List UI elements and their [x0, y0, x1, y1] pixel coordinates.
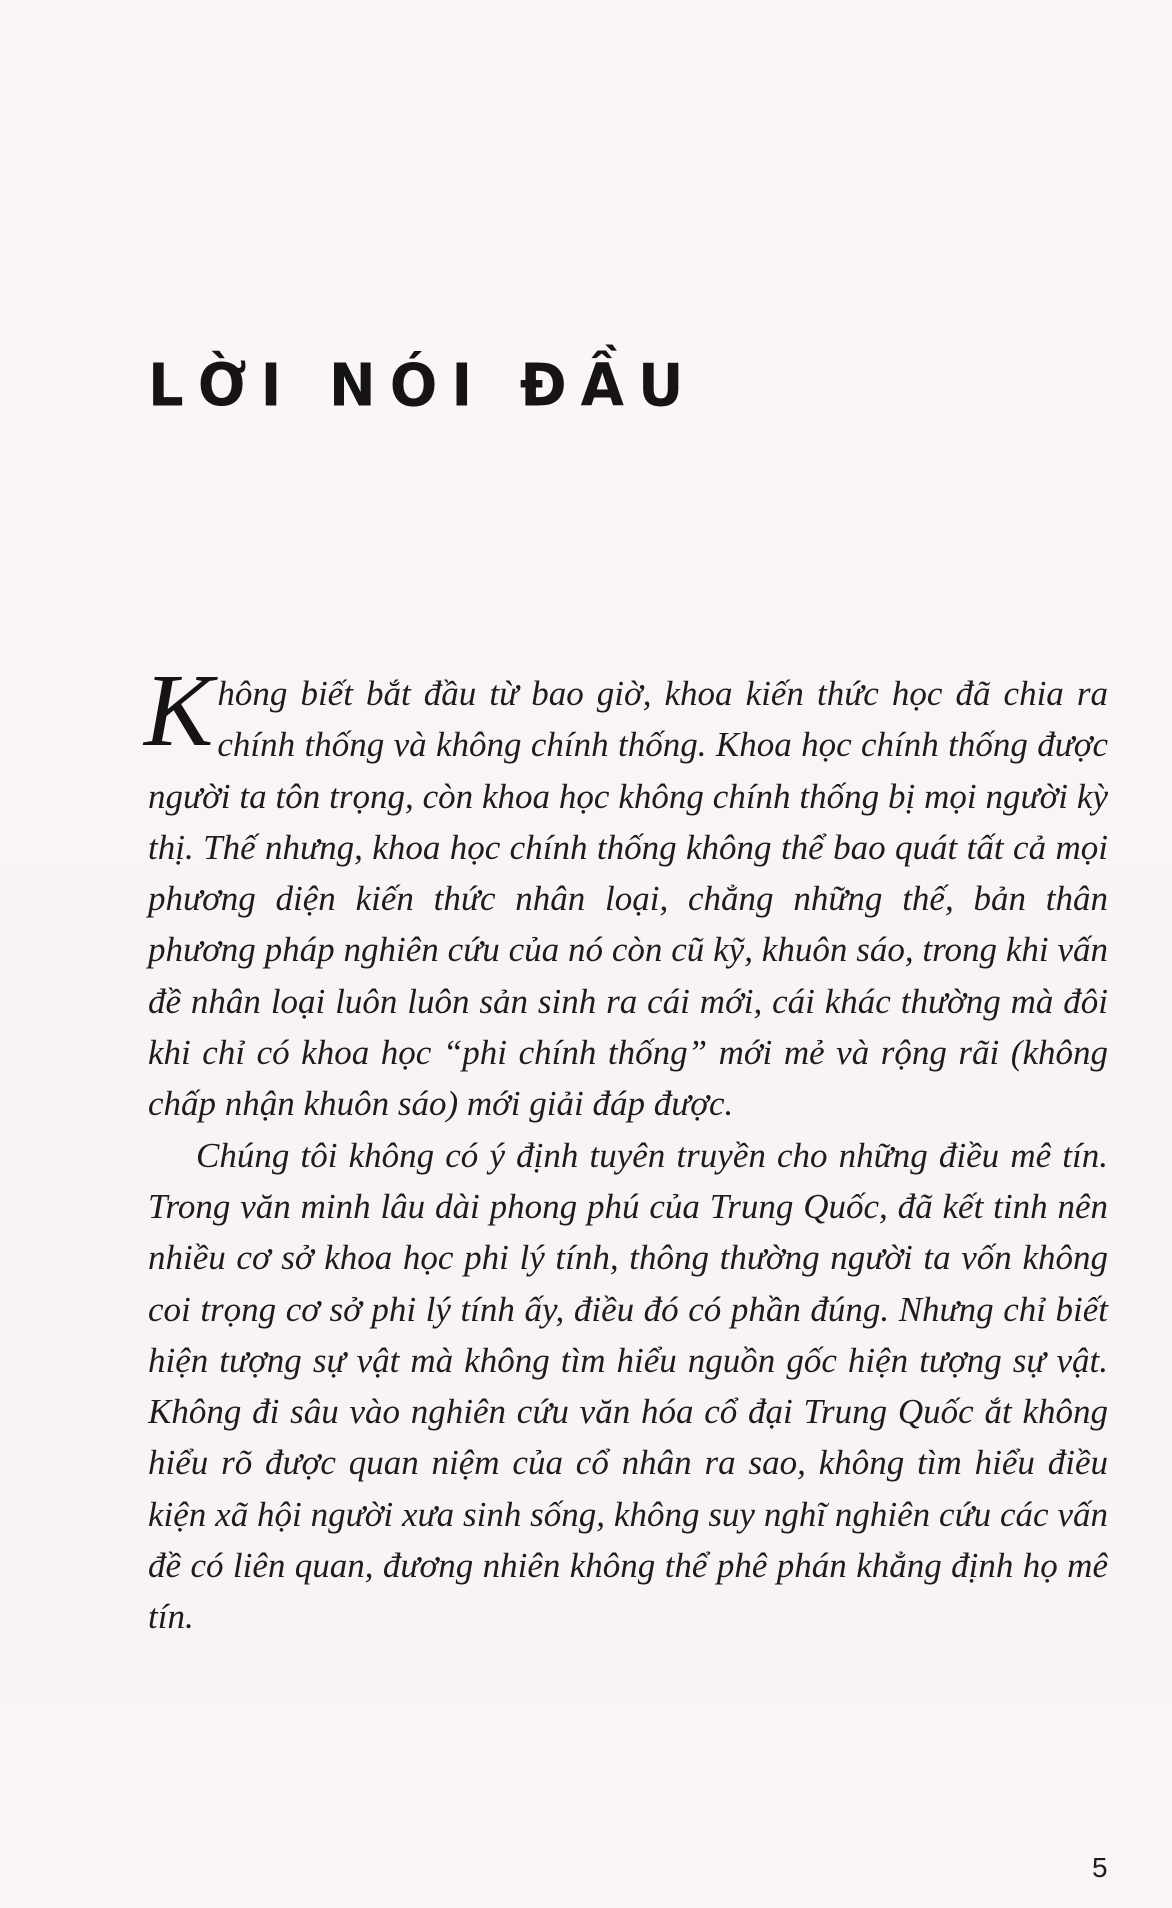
paragraph-1-text: hông biết bắt đầu từ bao giờ, khoa kiến thức học đã chia ra chính thống và không chính thống. Khoa học chính thống được người ta tôn trọng, còn khoa học không chính thống bị mọi người kỳ thị. Thế nhưng, khoa học chính thống không thể bao quát tất cả mọi phương diện kiến thức nhân loại, chẳng những thế, bản thân phương pháp nghiên cứu của nó còn cũ kỹ, khuôn sáo, trong khi vấn đề nhân loại luôn luôn sản sinh ra cái mới, cái khác thường mà đôi khi chỉ có khoa học “phi chính thống” mới mẻ và rộng rãi (không chấp nhận khuôn sáo) mới giải đáp được.	[148, 674, 1108, 1124]
paragraph-1	[144, 653, 1108, 1130]
paragraph-2: Chúng tôi không có ý định tuyên truyền cho những điều mê tín. Trong văn minh lâu dài phong phú của Trung Quốc, đã kết tinh nên nhiều cơ sở khoa học phi lý tính, thông thường người ta vốn không coi trọng cơ sở phi lý tính ấy, điều đó có phần đúng. Nhưng chỉ biết hiện tượng sự vật mà không tìm hiểu nguồn gốc hiện tượng sự vật. Không đi sâu vào nghiên cứu văn hóa cổ đại Trung Quốc ắt không hiểu rõ được quan niệm của cổ nhân ra sao, không tìm hiểu điều kiện xã hội người xưa sinh sống, không suy nghĩ nghiên cứu các vấn đề có liên quan, đương nhiên không thể phê phán khẳng định họ mê tín.	[148, 1135, 1108, 1637]
body-text	[144, 653, 1108, 1643]
page-number: 5	[1092, 1852, 1108, 1883]
dropcap-letter: K	[144, 653, 214, 768]
page-title: LỜI NÓI ĐẦU	[148, 352, 698, 421]
